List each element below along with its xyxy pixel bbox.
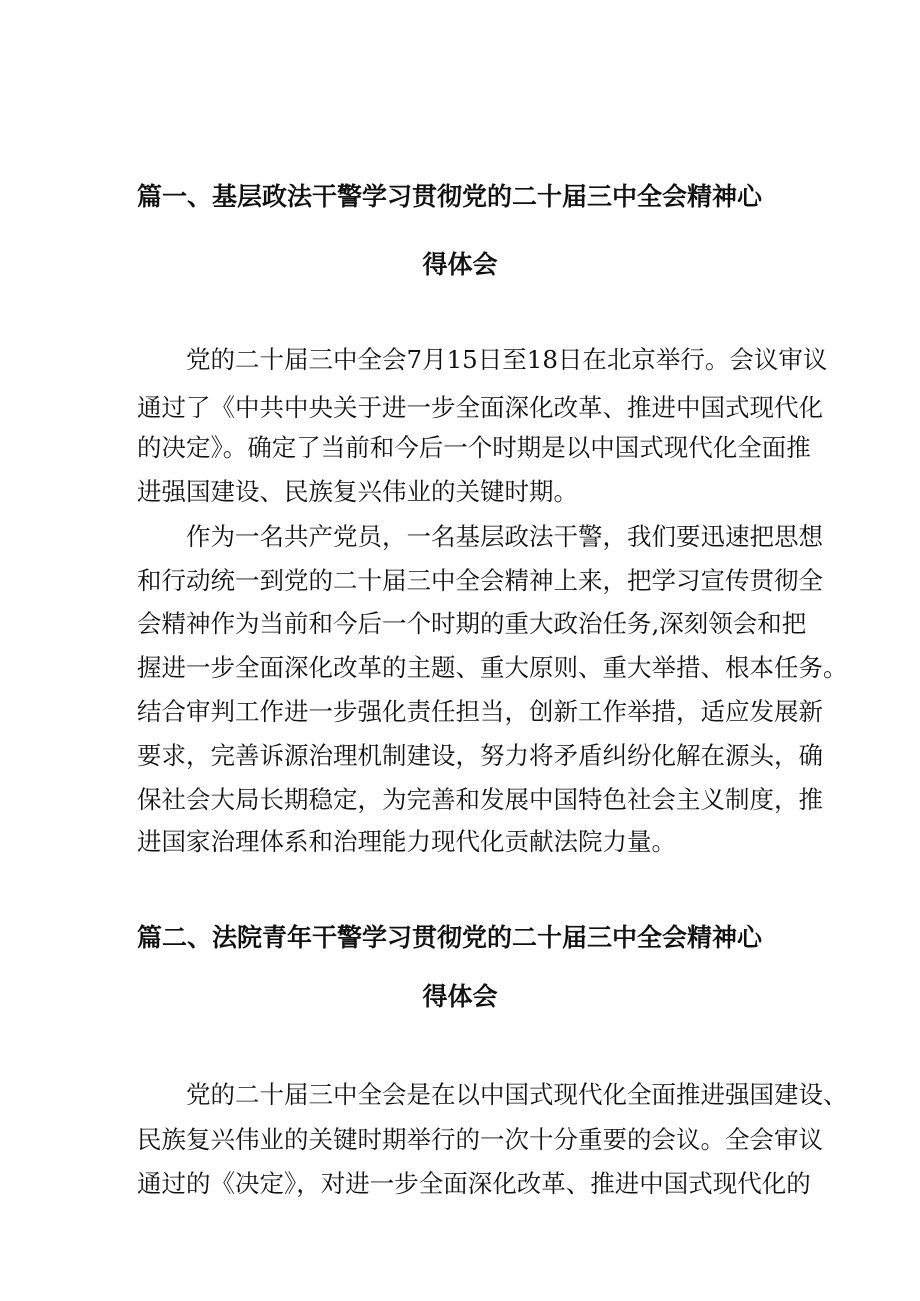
- section-1-paragraph-2-line-6: 要求，完善诉源治理机制建设，努力将矛盾纠纷化解在源头，确: [137, 741, 823, 770]
- section-1-paragraph-2-line-3: 会精神作为当前和今后一个时期的重大政治任务,深刻领会和把: [137, 609, 807, 638]
- section-1-title-line-1: 篇一、基层政法干警学习贯彻党的二十届三中全会精神心: [137, 182, 763, 211]
- section-1-title-line-2: 得体会: [422, 250, 498, 279]
- section-2-title-line-2: 得体会: [422, 982, 498, 1011]
- section-2-paragraph-1-line-3: 通过的《决定》，对进一步全面深化改革、推进中国式现代化的: [137, 1169, 811, 1198]
- section-1-paragraph-1-line-1: 党的二十届三中全会7月15日至18日在北京举行。会议审议: [186, 345, 828, 374]
- section-1-paragraph-2-line-2: 和行动统一到党的二十届三中全会精神上来，把学习宣传贯彻全: [137, 566, 823, 595]
- section-1-paragraph-2-line-4: 握进一步全面深化改革的主题、重大原则、重大举措、根本任务。: [137, 653, 848, 682]
- section-1-paragraph-1-line-4: 进强国建设、民族复兴伟业的关键时期。: [137, 477, 578, 506]
- section-1-paragraph-1-line-3: 的决定》。确定了当前和今后一个时期是以中国式现代化全面推: [137, 433, 811, 462]
- section-1-paragraph-2-line-1: 作为一名共产党员，一名基层政法干警，我们要迅速把思想: [186, 522, 823, 551]
- section-2-title-line-1: 篇二、法院青年干警学习贯彻党的二十届三中全会精神心: [137, 923, 763, 952]
- section-1-paragraph-2-line-5: 结合审判工作进一步强化责任担当，创新工作举措，适应发展新: [137, 697, 823, 726]
- section-1-paragraph-1-line-2: 通过了《中共中央关于进一步全面深化改革、推进中国式现代化: [137, 393, 823, 422]
- section-2-paragraph-1-line-1: 党的二十届三中全会是在以中国式现代化全面推进强国建设、: [186, 1080, 848, 1109]
- section-1-paragraph-2-line-7: 保社会大局长期稳定，为完善和发展中国特色社会主义制度，推: [137, 785, 823, 814]
- section-1-paragraph-2-line-8: 进国家治理体系和治理能力现代化贡献法院力量。: [137, 827, 676, 856]
- section-2-paragraph-1-line-2: 民族复兴伟业的关键时期举行的一次十分重要的会议。全会审议: [137, 1125, 823, 1154]
